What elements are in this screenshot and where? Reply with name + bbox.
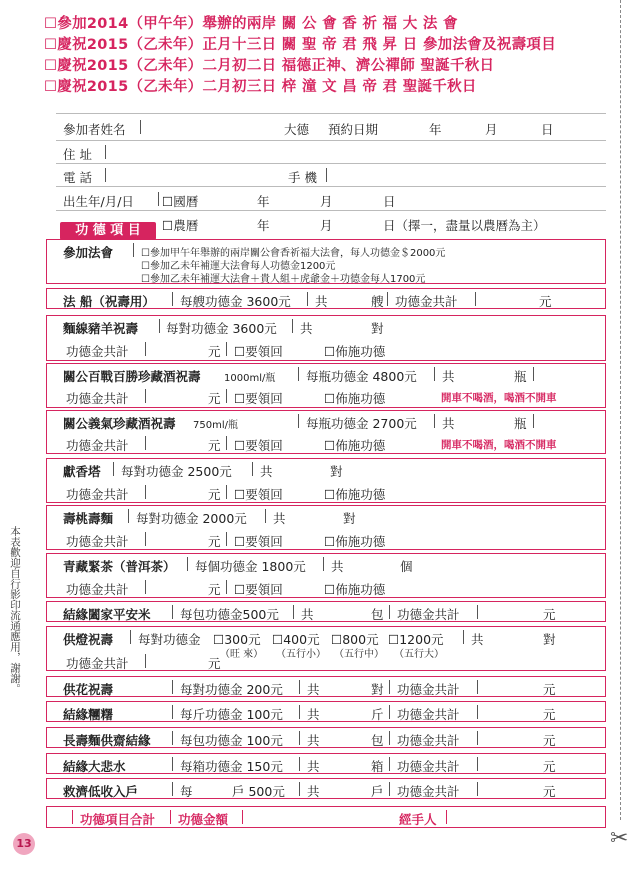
- lamp-opt-400[interactable]: ☐400元: [272, 632, 320, 647]
- flower-row: [46, 676, 606, 697]
- amount-label: 功德金額: [178, 812, 229, 827]
- water-row: [46, 753, 606, 774]
- handler-label: 經手人: [399, 812, 437, 827]
- header-line-4: ☐慶祝2015（乙未年）二月初三日 梓 潼 文 昌 帝 君 聖誕千秋日: [44, 79, 477, 95]
- page-number: 13: [13, 833, 35, 855]
- phone-label: 電 話: [63, 170, 92, 185]
- sum-label: 功德項目合計: [80, 812, 156, 827]
- birth-label: 出生年/月/日: [63, 194, 134, 209]
- fahui-label: 參加法會: [63, 245, 114, 260]
- header-line-1: ☐參加2014（甲午年）舉辦的兩岸 關 公 會 香 祈 福 大 法 會: [44, 16, 458, 32]
- header-line-2: ☐慶祝2015（乙未年）正月十三日 關 聖 帝 君 飛 昇 日 參加法會及祝壽項目: [44, 37, 557, 53]
- appt-date-label: 預約日期: [328, 122, 379, 137]
- phone-field[interactable]: [110, 167, 270, 185]
- address-field[interactable]: [110, 144, 600, 162]
- fahui-option-3[interactable]: ☐參加乙未年補運大法會＋貴人組＋虎爺金＋功德金每人1700元: [141, 274, 426, 285]
- fahui-option-2[interactable]: ☐參加乙未年補運大法會每人功德金1200元: [141, 261, 336, 272]
- scissors-icon: ✂: [610, 826, 629, 851]
- fahui-option-1[interactable]: ☐參加甲午年舉辦的兩岸關公會香祈福大法會，每人功德金＄2000元: [141, 248, 446, 259]
- fachuan-name: 法 船（祝壽用）: [63, 294, 155, 309]
- glutinous-row: [46, 701, 606, 722]
- address-label: 住 址: [63, 147, 92, 162]
- mobile-field[interactable]: [332, 167, 592, 185]
- lamp-opt-800[interactable]: ☐800元: [331, 632, 379, 647]
- side-note: 本表歡迎自行影印流通應用，謝謝。: [9, 526, 21, 694]
- lamp-opt-300[interactable]: ☐300元: [213, 632, 261, 647]
- solar-checkbox[interactable]: ☐國曆: [162, 194, 199, 209]
- drive-note: 開車不喝酒，喝酒不開車: [441, 392, 557, 404]
- name-label: 參加者姓名: [63, 122, 126, 137]
- lunar-note: 日（擇一，盡量以農曆為主）: [383, 218, 546, 233]
- header-line-3: ☐慶祝2015（乙未年）二月初二日 福德正神、濟公禪師 聖誕千秋日: [44, 58, 495, 74]
- cut-line: [620, 0, 621, 820]
- lamp-opt-1200[interactable]: ☐1200元: [388, 632, 444, 647]
- dade-label: 大德: [284, 122, 310, 137]
- lunar-checkbox[interactable]: ☐農曆: [162, 218, 199, 233]
- mobile-label: 手 機: [288, 170, 317, 185]
- section-title: 功 德 項 目: [60, 222, 156, 240]
